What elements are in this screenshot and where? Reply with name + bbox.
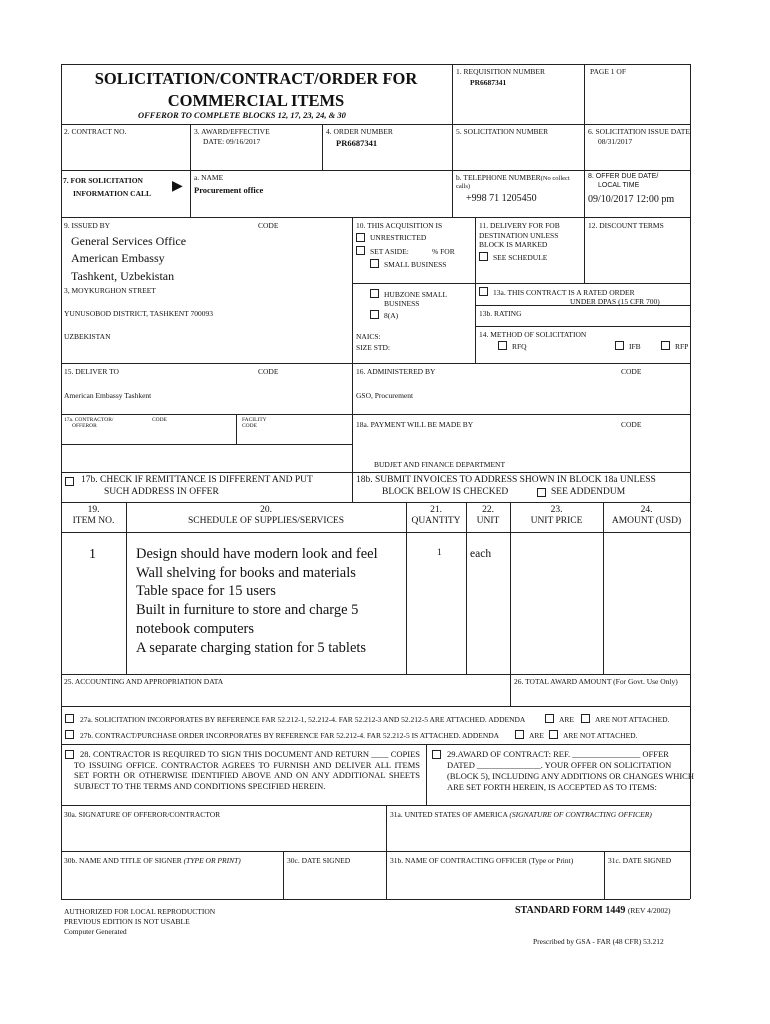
invoice-label-2: BLOCK BELOW IS CHECKED (382, 487, 509, 497)
incorp-27b-are-checkbox[interactable] (515, 730, 524, 739)
reproduction-notice-2: PREVIOUS EDITION IS NOT USABLE (64, 917, 190, 927)
naics-label: NAICS: (356, 332, 381, 341)
contact-name-label: a. NAME (194, 173, 224, 182)
delivery-label-2: DESTINATION UNLESS (479, 231, 559, 240)
rfp-checkbox[interactable] (661, 341, 670, 350)
see-schedule-checkbox[interactable] (479, 252, 488, 261)
item-number[interactable]: 1 (89, 547, 96, 562)
eight-a-checkbox[interactable] (370, 310, 379, 319)
item-description[interactable] (136, 545, 378, 657)
issuing-office-line2: American Embassy (71, 251, 165, 266)
requisition-label: 1. REQUISITION NUMBER (456, 67, 545, 76)
award-checkbox[interactable] (432, 750, 441, 759)
col-header-unit-label: UNIT (476, 516, 500, 527)
award-text-3: (BLOCK 5), INCLUDING ANY ADDITIONS OR CHANGES WHICH (447, 771, 694, 781)
size-std-label: SIZE STD: (356, 343, 390, 352)
contractor-label-2: OFFEROR (72, 423, 97, 430)
contractor-label-1: 17a. CONTRACTOR/ (64, 417, 114, 423)
col-header-quantity-label: QUANTITY (411, 516, 461, 527)
incorp-27a-are-checkbox[interactable] (545, 714, 554, 723)
col-header-schedule-label: SCHEDULE OF SUPPLIES/SERVICES (187, 516, 345, 527)
issued-by-code-label: CODE (258, 221, 279, 230)
payment-label: 18a. PAYMENT WILL BE MADE BY (356, 420, 474, 429)
col-header-unit (466, 505, 510, 528)
contact-name-value[interactable]: Procurement office (194, 185, 264, 195)
requisition-value[interactable]: PR6687341 (470, 78, 507, 87)
incorp-27a-are-not-label: ARE NOT ATTACHED. (595, 715, 670, 724)
delivery-label-3: BLOCK IS MARKED (479, 240, 548, 249)
issuing-office-line1: General Services Office (71, 234, 187, 248)
issued-by-address-1: 3, MOYKURGHON STREET (64, 286, 156, 295)
small-business-label: SMALL BUSINESS (384, 260, 447, 269)
contracting-officer-name-label: 31b. NAME OF CONTRACTING OFFICER (Type or Print) (390, 856, 574, 865)
item-description-line: Table space for 15 users (136, 583, 276, 600)
award-text-4: ARE SET FORTH HEREIN, IS ACCEPTED AS TO ITEMS: (447, 782, 657, 792)
issuing-office (71, 233, 186, 285)
eight-a-label: 8(A) (384, 311, 399, 320)
remittance-label-2: SUCH ADDRESS IN OFFER (104, 487, 219, 497)
total-award-label: 26. TOTAL AWARD AMOUNT (For Govt. Use Only) (514, 677, 678, 686)
rfq-label: RFQ (512, 342, 527, 351)
facility-code-label-2: CODE (242, 423, 257, 430)
rfq-checkbox[interactable] (498, 341, 507, 350)
award-label: 3. AWARD/EFFECTIVE (194, 127, 270, 136)
offer-due-label-2: LOCAL TIME (598, 182, 640, 189)
facility-code-label (242, 417, 267, 430)
col-header-schedule-num: 20. (260, 505, 272, 515)
rated-order-label-1: 13a. THIS CONTRACT IS A RATED ORDER (493, 288, 635, 297)
telephone-label-note: (No collect (540, 175, 570, 182)
item-unit[interactable]: each (470, 548, 492, 560)
page-label: PAGE 1 OF (590, 67, 626, 76)
signer-name-label (64, 856, 241, 865)
delivery-label-1: 11. DELIVERY FOR FOB (479, 221, 560, 230)
see-addendum-checkbox[interactable] (537, 488, 546, 497)
contracting-officer-signature-label (390, 810, 652, 819)
col-header-amount-label: AMOUNT (USD) (611, 516, 682, 527)
award-text-1: 29.AWARD OF CONTRACT: REF. ________________ OFFER (447, 749, 669, 759)
unrestricted-checkbox[interactable] (356, 233, 365, 242)
order-number-label: 4. ORDER NUMBER (326, 127, 393, 136)
method-label: 14. METHOD OF SOLICITATION (479, 330, 587, 339)
contractor-label (64, 417, 113, 430)
arrow-right-icon: ▶ (172, 178, 183, 194)
item-description-line: Built in furniture to store and charge 5 (136, 602, 359, 619)
col-header-amount (603, 505, 690, 528)
item-description-line: A separate charging station for 5 tablets (136, 639, 367, 656)
offeror-date-signed-label: 30c. DATE SIGNED (287, 856, 351, 865)
incorp-27b-are-label: ARE (529, 731, 544, 740)
hubzone-label-2: BUSINESS (384, 299, 420, 308)
issue-date-label: 6. SOLICITATION ISSUE DATE (588, 127, 690, 136)
form-number-name: STANDARD FORM 1449 (515, 905, 626, 916)
ifb-checkbox[interactable] (615, 341, 624, 350)
incorp-27b-are-not-label: ARE NOT ATTACHED. (563, 731, 638, 740)
administered-by-value[interactable]: GSO, Procurement (356, 391, 414, 400)
issued-by-address-2: YUNUSOBOD DISTRICT, TASHKENT 700093 (64, 309, 213, 318)
see-schedule-label: SEE SCHEDULE (493, 253, 548, 262)
reproduction-notice-1: AUTHORIZED FOR LOCAL REPRODUCTION (64, 907, 216, 916)
percent-for-label: % FOR (432, 247, 455, 256)
col-header-unit-price-num: 23. (550, 505, 563, 515)
administered-by-code-label: CODE (621, 367, 642, 376)
issued-by-label: 9. ISSUED BY (64, 221, 111, 230)
form-title (66, 68, 446, 112)
order-number-value[interactable]: PR6687341 (336, 138, 378, 148)
incorp-27b-checkbox[interactable] (65, 730, 74, 739)
incorp-27b-text: 27b. CONTRACT/PURCHASE ORDER INCORPORATES BY REFERENCE FAR 52.212-4. FAR 52.212-5 IS ATTACHED. ADDENDA (80, 731, 500, 740)
remittance-checkbox[interactable] (65, 477, 74, 486)
award-text-2: DATED _______________. YOUR OFFER ON SOLICITATION (447, 760, 672, 770)
col-header-quantity-num: 21. (430, 505, 442, 515)
deliver-to-code-label: CODE (258, 367, 279, 376)
col-header-item-no-num: 19. (87, 505, 100, 515)
form-number-rev: (REV 4/2002) (627, 906, 671, 915)
signer-name-prefix: 30b. NAME AND TITLE OF SIGNER (64, 856, 182, 865)
hubzone-checkbox[interactable] (370, 289, 379, 298)
incorp-27a-text: 27a. SOLICITATION INCORPORATES BY REFERENCE FAR 52.212-1, 52.212-4. FAR 52.212-3 AND 52.212-5 ARE ATTACHED. ADDENDA (80, 715, 526, 724)
contractor-sign-checkbox[interactable] (65, 750, 74, 759)
contract-no-label: 2. CONTRACT NO. (64, 127, 127, 136)
facility-code-label-1: FACILITY (242, 417, 267, 423)
incorp-27a-checkbox[interactable] (65, 714, 74, 723)
offer-due-label-1: 8. OFFER DUE DATE/ (588, 173, 659, 180)
form-number (515, 905, 670, 916)
small-business-checkbox[interactable] (370, 259, 379, 268)
payment-code-label: CODE (621, 420, 642, 429)
col-header-unit-price-label: UNIT PRICE (530, 516, 583, 527)
col-header-quantity (406, 505, 466, 528)
form-subtitle: OFFEROR TO COMPLETE BLOCKS 12, 17, 23, 24, & 30 (138, 110, 346, 120)
form-title-line2: COMMERCIAL ITEMS (167, 91, 345, 110)
see-addendum-label: SEE ADDENDUM (551, 487, 626, 497)
reproduction-notice (64, 907, 215, 937)
telephone-value[interactable]: +998 71 1205450 (466, 193, 537, 204)
remittance-label-1: 17b. CHECK IF REMITTANCE IS DIFFERENT AND PUT (81, 475, 313, 485)
incorp-27b-are-not-checkbox[interactable] (549, 730, 558, 739)
item-description-line: Design should have modern look and feel (136, 546, 378, 562)
prescribed-by: Prescribed by GSA - FAR (48 CFR) 53.212 (533, 937, 664, 946)
contractor-sign-text: 28. CONTRACTOR IS REQUIRED TO SIGN THIS DOCUMENT AND RETURN ____ COPIES TO ISSUING OFFICE. CONTRACTOR AGREES TO FURNISH AND DELIVER ALL ITEMS SET FORTH OR OTHERWISE IDENTIFIED ABOVE AND ON ANY ADDITIONAL SHEETS SUBJECT TO THE TERMS AND CONDITIONS SPECIFIED HEREIN. (74, 749, 420, 791)
incorp-27a-are-not-checkbox[interactable] (581, 714, 590, 723)
form-title-line1: SOLICITATION/CONTRACT/ORDER FOR (94, 69, 418, 88)
incorp-27a-are-label: ARE (559, 715, 574, 724)
hubzone-label-1: HUBZONE SMALL (384, 290, 448, 299)
contracting-officer-signature-prefix: 31a. UNITED STATES OF AMERICA (390, 810, 508, 819)
reproduction-notice-3: Computer Generated (64, 927, 127, 937)
telephone-label-text: b. TELEPHONE NUMBER (456, 173, 541, 182)
issuing-office-line3: Tashkent, Uzbekistan (71, 268, 175, 283)
unrestricted-label: UNRESTRICTED (370, 233, 427, 242)
payment-office-value[interactable]: BUDJET AND FINANCE DEPARTMENT (374, 460, 506, 469)
for-solicitation-label-1: 7. FOR SOLICITATION (63, 176, 143, 185)
contractor-code-label: CODE (152, 417, 167, 423)
rated-order-checkbox[interactable] (479, 287, 488, 296)
solicitation-number-label: 5. SOLICITATION NUMBER (456, 127, 549, 136)
set-aside-label: SET ASIDE: (370, 247, 409, 256)
col-header-item-no-label: ITEM NO. (72, 516, 115, 527)
item-description-line: Wall shelving for books and materials (136, 564, 356, 581)
deliver-to-label: 15. DELIVER TO (64, 367, 119, 376)
col-header-unit-num: 22. (482, 505, 494, 515)
telephone-label-note-2: calls) (456, 183, 471, 190)
administered-by-label: 16. ADMINISTERED BY (356, 367, 436, 376)
col-header-amount-num: 24. (640, 505, 653, 515)
col-header-schedule (126, 505, 406, 528)
ifb-label: IFB (629, 342, 641, 351)
item-description-line: notebook computers (136, 620, 254, 637)
acquisition-label: 10. THIS ACQUISITION IS (356, 221, 443, 230)
deliver-to-value[interactable]: American Embassy Tashkent (64, 391, 152, 400)
award-date[interactable]: DATE: 09/16/2017 (203, 137, 261, 146)
rated-order-label-2: UNDER DPAS (15 CFR 700) (570, 297, 660, 306)
offer-due-value[interactable]: 09/10/2017 12:00 pm (588, 194, 675, 205)
discount-terms-label: 12. DISCOUNT TERMS (588, 221, 664, 230)
accounting-label: 25. ACCOUNTING AND APPROPRIATION DATA (64, 677, 224, 686)
telephone-label (456, 173, 570, 182)
for-solicitation-label-2: INFORMATION CALL (73, 189, 151, 198)
contracting-officer-signature-note: (SIGNATURE OF CONTRACTING OFFICER) (509, 810, 652, 819)
offeror-signature-label: 30a. SIGNATURE OF OFFEROR/CONTRACTOR (64, 810, 221, 819)
rfp-label: RFP (675, 342, 689, 351)
item-quantity[interactable]: 1 (437, 548, 442, 558)
issued-by-address-3: UZBEKISTAN (64, 332, 111, 341)
invoice-label-1: 18b. SUBMIT INVOICES TO ADDRESS SHOWN IN BLOCK 18a UNLESS (356, 475, 656, 485)
rating-label: 13b. RATING (479, 309, 522, 318)
officer-date-signed-label: 31c. DATE SIGNED (608, 856, 672, 865)
col-header-unit-price (510, 505, 603, 528)
signer-name-note: (TYPE OR PRINT) (183, 856, 241, 865)
issue-date-value[interactable]: 08/31/2017 (598, 137, 633, 146)
set-aside-checkbox[interactable] (356, 246, 365, 255)
col-header-item-no (61, 505, 126, 528)
